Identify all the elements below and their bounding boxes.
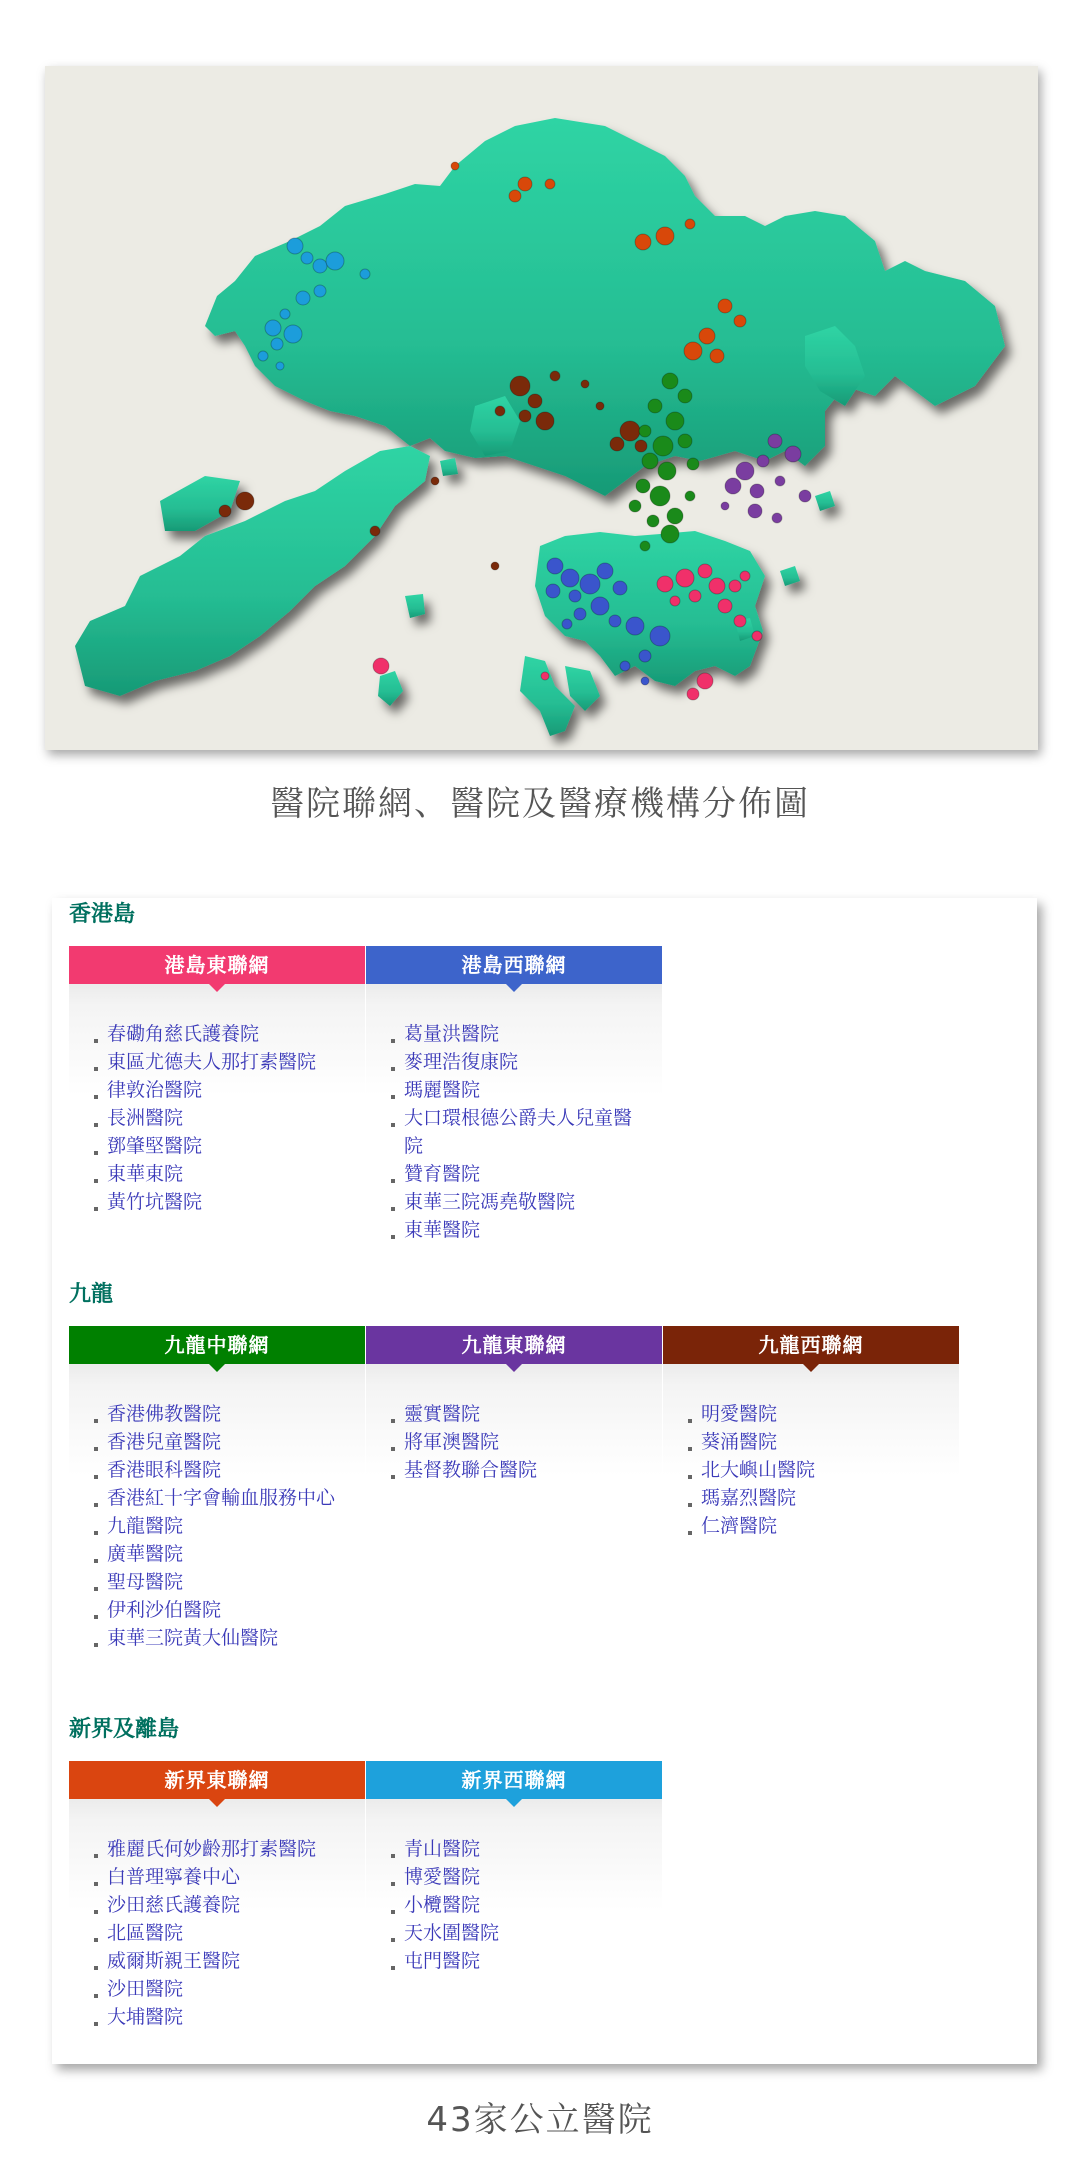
hospital-link[interactable]: 仁濟醫院 (701, 1512, 941, 1540)
hospital-network-map (45, 66, 1038, 750)
hospital-link[interactable]: 香港兒童醫院 (107, 1428, 347, 1456)
network-title: 港島西聯網 (461, 953, 567, 977)
hospital-marker (550, 371, 560, 381)
hospital-marker (662, 373, 678, 389)
hospital-marker (687, 688, 699, 700)
hospital-marker (736, 462, 754, 480)
hospital-link[interactable]: 瑪麗醫院 (404, 1076, 644, 1104)
region-nt-islands-title: 新界及離島 (69, 1717, 180, 1742)
hospital-marker (670, 596, 680, 606)
hospital-marker (785, 446, 801, 462)
hospital-marker (296, 291, 310, 305)
caret-down-icon (506, 1799, 522, 1807)
network-header-kwc (663, 1326, 959, 1364)
hospital-list (69, 1799, 365, 2031)
caret-down-icon (209, 1364, 225, 1372)
hospital-link[interactable]: 博愛醫院 (404, 1863, 644, 1891)
hospital-marker (667, 508, 683, 524)
map-caption: 醫院聯網、醫院及醫療機構分佈圖 (270, 784, 810, 824)
network-column-ntwc (366, 1761, 662, 2051)
hospital-marker (642, 453, 658, 469)
hospital-link[interactable]: 瑪嘉烈醫院 (701, 1484, 941, 1512)
hospital-link[interactable]: 天水圍醫院 (404, 1919, 644, 1947)
hospital-marker (301, 252, 313, 264)
hospital-marker (748, 504, 762, 518)
peng-chau (405, 594, 425, 618)
hospital-link[interactable]: 沙田醫院 (107, 1975, 347, 2003)
hospital-marker (596, 402, 604, 410)
network-column-kec (366, 1326, 662, 1676)
hospital-link[interactable]: 律敦治醫院 (107, 1076, 347, 1104)
hospital-marker (639, 425, 651, 437)
hospital-link[interactable]: 基督教聯合醫院 (404, 1456, 644, 1484)
network-header-kec (366, 1326, 662, 1364)
hospital-marker (546, 584, 560, 598)
hospital-link[interactable]: 沙田慈氏護養院 (107, 1891, 347, 1919)
hospital-marker (641, 677, 649, 685)
hospital-marker (574, 608, 586, 620)
hospital-marker (740, 571, 750, 581)
hospital-marker (591, 597, 609, 615)
hospital-link[interactable]: 聖母醫院 (107, 1568, 347, 1596)
hospital-marker (757, 455, 769, 467)
hospital-marker (718, 299, 732, 313)
hospital-link[interactable]: 北大嶼山醫院 (701, 1456, 941, 1484)
hospital-link[interactable]: 東華三院馮堯敬醫院 (404, 1188, 644, 1216)
hospital-marker (597, 563, 613, 579)
ma-wan (440, 458, 458, 476)
network-title: 港島東聯網 (164, 953, 270, 977)
hospital-marker (710, 349, 724, 363)
hospital-marker (258, 351, 268, 361)
network-column-kwc (663, 1326, 959, 1676)
network-header-hkec (69, 946, 365, 984)
hospital-marker (271, 338, 283, 350)
hospital-marker (569, 590, 581, 602)
hospital-marker (635, 440, 647, 452)
hospital-link[interactable]: 東華三院黃大仙醫院 (107, 1624, 347, 1652)
hospital-marker (658, 462, 676, 480)
hospital-marker (510, 376, 530, 396)
network-title: 九龍東聯網 (461, 1333, 567, 1357)
hospital-marker (541, 672, 549, 680)
caret-down-icon (506, 1364, 522, 1372)
hospital-marker (768, 434, 782, 448)
hospital-link[interactable]: 麥理浩復康院 (404, 1048, 644, 1076)
hospital-marker (647, 515, 659, 527)
network-header-ntec (69, 1761, 365, 1799)
hospital-marker (648, 399, 662, 413)
network-header-kcc (69, 1326, 365, 1364)
hospital-link[interactable]: 黃竹坑醫院 (107, 1188, 347, 1216)
hospital-marker (650, 486, 670, 506)
hospital-marker (360, 269, 370, 279)
hospital-marker (629, 500, 641, 512)
hospital-marker (635, 234, 651, 250)
network-title: 九龍西聯網 (758, 1333, 864, 1357)
hospital-marker (236, 492, 254, 510)
hospital-marker (451, 162, 459, 170)
hospital-marker (750, 484, 764, 498)
caret-down-icon (506, 984, 522, 992)
hospital-marker (666, 412, 684, 430)
hospital-marker (626, 617, 644, 635)
hospital-list (366, 984, 662, 1244)
hospital-marker (698, 564, 712, 578)
hospital-marker (734, 315, 746, 327)
hospital-marker (729, 580, 741, 592)
hospital-link[interactable]: 香港紅十字會輸血服務中心 (107, 1484, 347, 1512)
hospital-list (366, 1364, 662, 1484)
hospital-list (366, 1799, 662, 1975)
hong-kong-map (45, 66, 1038, 750)
hospital-marker (687, 458, 699, 470)
hospital-list (663, 1364, 959, 1540)
hospital-marker (610, 437, 624, 451)
hospital-count-caption: 43家公立醫院 (426, 2100, 654, 2140)
hospital-link[interactable]: 葛量洪醫院 (404, 1020, 644, 1048)
hospital-marker (287, 238, 303, 254)
hospital-link[interactable]: 大口環根德公爵夫人兒童醫院 (404, 1104, 644, 1160)
tung-lung (780, 566, 800, 586)
hospital-marker (580, 574, 600, 594)
region-hong-kong-island-title: 香港島 (69, 902, 136, 927)
hospital-marker (657, 576, 673, 592)
hospital-marker (699, 328, 715, 344)
hospital-link[interactable]: 葵涌醫院 (701, 1428, 941, 1456)
hospital-marker (620, 661, 630, 671)
hospital-marker (799, 490, 811, 502)
hospital-marker (265, 320, 281, 336)
hospital-marker (491, 562, 499, 570)
hospital-marker (656, 227, 674, 245)
hospital-marker (280, 309, 290, 319)
network-title: 新界東聯網 (164, 1768, 270, 1792)
hospital-link[interactable]: 長洲醫院 (107, 1104, 347, 1132)
hospital-link[interactable]: 東區尤德夫人那打素醫院 (107, 1048, 347, 1076)
hospital-link[interactable]: 靈實醫院 (404, 1400, 644, 1428)
hospital-link[interactable]: 鄧肇堅醫院 (107, 1132, 347, 1160)
hospital-marker (562, 619, 572, 629)
hospital-link[interactable]: 北區醫院 (107, 1919, 347, 1947)
network-column-hkwc (366, 946, 662, 1241)
caret-down-icon (209, 1799, 225, 1807)
hospital-marker (709, 578, 725, 594)
hospital-marker (373, 658, 389, 674)
hospital-link[interactable]: 贊育醫院 (404, 1160, 644, 1188)
network-title: 九龍中聯網 (164, 1333, 270, 1357)
hospital-link[interactable]: 大埔醫院 (107, 2003, 347, 2031)
hospital-link[interactable]: 將軍澳醫院 (404, 1428, 644, 1456)
hospital-marker (640, 541, 650, 551)
network-title: 新界西聯網 (461, 1768, 567, 1792)
hospital-marker (536, 412, 554, 430)
hospital-marker (721, 502, 729, 510)
hospital-link[interactable]: 雅麗氏何妙齡那打素醫院 (107, 1835, 347, 1863)
hospital-marker (326, 252, 344, 270)
hospital-list (69, 984, 365, 1216)
hospital-marker (620, 421, 640, 441)
islet-2 (815, 491, 835, 511)
hospital-link[interactable]: 青山醫院 (404, 1835, 644, 1863)
hospital-marker (676, 569, 694, 587)
hospital-marker (545, 179, 555, 189)
hospital-marker (547, 558, 563, 574)
network-header-ntwc (366, 1761, 662, 1799)
hospital-marker (518, 177, 532, 191)
hospital-link[interactable]: 伊利沙伯醫院 (107, 1596, 347, 1624)
hospital-link[interactable]: 白普理寧養中心 (107, 1863, 347, 1891)
hospital-marker (725, 478, 741, 494)
hospital-marker (636, 479, 650, 493)
hospital-marker (684, 342, 702, 360)
hospital-marker (495, 406, 505, 416)
network-column-kcc (69, 1326, 365, 1676)
region-kowloon-title: 九龍 (69, 1282, 114, 1307)
hospital-marker (561, 569, 579, 587)
hospital-marker (284, 325, 302, 343)
hospital-marker (678, 389, 692, 403)
network-column-hkec (69, 946, 365, 1236)
lantau-island (75, 446, 430, 696)
hospital-marker (752, 631, 762, 641)
hospital-link[interactable]: 香港眼科醫院 (107, 1456, 347, 1484)
cheung-chau (378, 671, 403, 706)
caret-down-icon (209, 984, 225, 992)
hospital-link[interactable]: 東華醫院 (404, 1216, 644, 1244)
hospital-marker (718, 599, 732, 613)
hospital-marker (639, 650, 651, 662)
hospital-marker (775, 476, 785, 486)
hospital-link[interactable]: 威爾斯親王醫院 (107, 1947, 347, 1975)
network-column-ntec (69, 1761, 365, 2051)
hospital-link[interactable]: 明愛醫院 (701, 1400, 941, 1428)
hospital-marker (613, 581, 627, 595)
hospital-marker (661, 525, 679, 543)
hospital-marker (276, 362, 284, 370)
hospital-link[interactable]: 屯門醫院 (404, 1947, 644, 1975)
hospital-marker (519, 410, 531, 422)
hospital-link[interactable]: 東華東院 (107, 1160, 347, 1188)
hospital-marker (685, 219, 695, 229)
lantau-north-tip (160, 476, 240, 531)
hospital-marker (313, 259, 327, 273)
hospital-marker (431, 477, 439, 485)
hospital-marker (528, 394, 542, 408)
new-territories-landmass (205, 118, 1005, 496)
hospital-marker (509, 190, 521, 202)
hospital-marker (678, 434, 692, 448)
hospital-marker (314, 285, 326, 297)
hospital-link[interactable]: 春磡角慈氏護養院 (107, 1020, 347, 1048)
hospital-marker (734, 615, 746, 627)
hospital-link[interactable]: 廣華醫院 (107, 1540, 347, 1568)
hospital-link[interactable]: 九龍醫院 (107, 1512, 347, 1540)
hospital-list (69, 1364, 365, 1652)
hospital-marker (370, 526, 380, 536)
caret-down-icon (803, 1364, 819, 1372)
hospital-link[interactable]: 香港佛教醫院 (107, 1400, 347, 1428)
hospital-marker (772, 513, 782, 523)
hospital-marker (650, 626, 670, 646)
hospital-marker (609, 615, 621, 627)
hospital-marker (689, 590, 701, 602)
hospital-marker (697, 673, 713, 689)
network-header-hkwc (366, 946, 662, 984)
hospital-link[interactable]: 小欖醫院 (404, 1891, 644, 1919)
hospital-marker (219, 505, 231, 517)
hospital-marker (685, 491, 695, 501)
hospital-marker (653, 436, 673, 456)
hospital-marker (581, 380, 589, 388)
